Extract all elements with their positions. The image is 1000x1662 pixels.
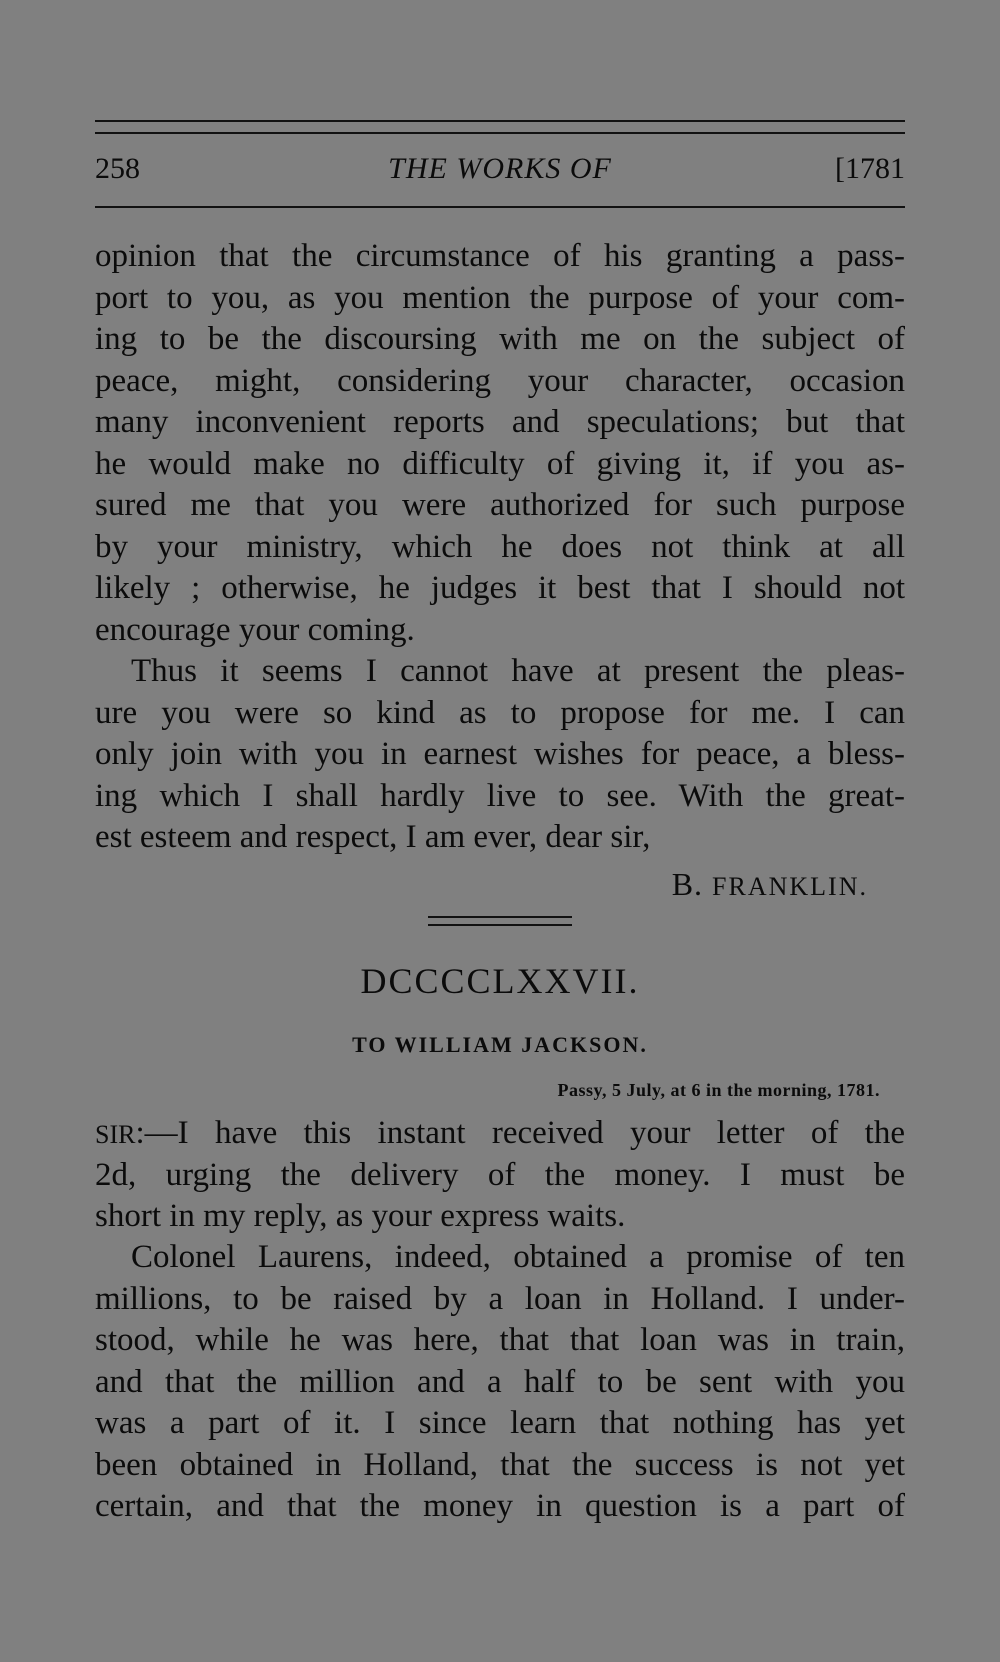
text-line: many inconvenient reports and speculations; but that xyxy=(95,404,905,440)
paragraph-closing xyxy=(95,651,905,859)
section-separator-bottom xyxy=(428,924,572,926)
header-year: [1781 xyxy=(835,152,905,185)
letter-paragraph-opening xyxy=(95,1113,905,1238)
text-line: encourage your coming. xyxy=(95,611,415,648)
letter-dateline: Passy, 5 July, at 6 in the morning, 1781. xyxy=(557,1080,880,1100)
text-line: 2d, urging the delivery of the money. I must be xyxy=(95,1156,905,1193)
text-line: he would make no difficulty of giving it, if you as- xyxy=(95,445,905,482)
text-line: ure you were so kind as to propose for me. I can xyxy=(95,694,905,731)
text-line: by your ministry, which he does not think at all xyxy=(95,528,905,565)
letter-addressee: TO WILLIAM JACKSON. xyxy=(352,1032,648,1057)
letter-paragraph-body xyxy=(95,1237,905,1528)
text-line: est esteem and respect, I am ever, dear sir, xyxy=(95,819,651,855)
text-line: Colonel Laurens, indeed, obtained a promise of ten xyxy=(131,1239,905,1275)
text-line: been obtained in Holland, that the success is not yet xyxy=(95,1446,905,1483)
text-line: likely ; otherwise, he judges it best that I should not xyxy=(95,570,905,606)
signature xyxy=(672,866,868,903)
text-line: ing which I shall hardly live to see. With the great- xyxy=(95,777,905,814)
running-header xyxy=(95,152,905,192)
text-line: certain, and that the money in question is a part of xyxy=(95,1488,905,1524)
text-line: short in my reply, as your express waits. xyxy=(95,1198,626,1234)
signature-initial: B. xyxy=(671,866,704,902)
text-line xyxy=(95,1113,905,1155)
text-line: was a part of it. I since learn that nothing has yet xyxy=(95,1405,905,1441)
letter-number-heading: DCCCCLXXVII. xyxy=(360,961,640,1001)
text-line: stood, while he was here, that that loan was in train, xyxy=(95,1322,905,1358)
header-underline xyxy=(95,206,905,208)
text-line: ing to be the discoursing with me on the subject of xyxy=(95,321,905,357)
signature-name: FRANKLIN. xyxy=(712,872,868,901)
page-number: 258 xyxy=(95,152,140,185)
text-line-rest: :—I have this instant received your letter of the xyxy=(135,1115,905,1151)
text-line: Thus it seems I cannot have at present the pleas- xyxy=(131,653,905,689)
text-line: opinion that the circumstance of his granting a pass- xyxy=(95,238,905,274)
salutation: SIR xyxy=(95,1120,136,1149)
text-line: and that the million and a half to be sent with you xyxy=(95,1363,905,1400)
text-line: peace, might, considering your character, occasion xyxy=(95,362,905,399)
section-separator-top xyxy=(428,916,572,918)
text-line: sured me that you were authorized for such purpose xyxy=(95,487,905,523)
text-line: millions, to be raised by a loan in Holland. I under- xyxy=(95,1280,905,1317)
paragraph-continuation xyxy=(95,236,905,651)
text-line: port to you, as you mention the purpose of your com- xyxy=(95,279,905,316)
running-head-title: THE WORKS OF xyxy=(388,152,612,185)
header-rule-bottom xyxy=(95,132,905,134)
header-rule-top xyxy=(95,120,905,122)
text-line: only join with you in earnest wishes for peace, a bless- xyxy=(95,736,905,772)
